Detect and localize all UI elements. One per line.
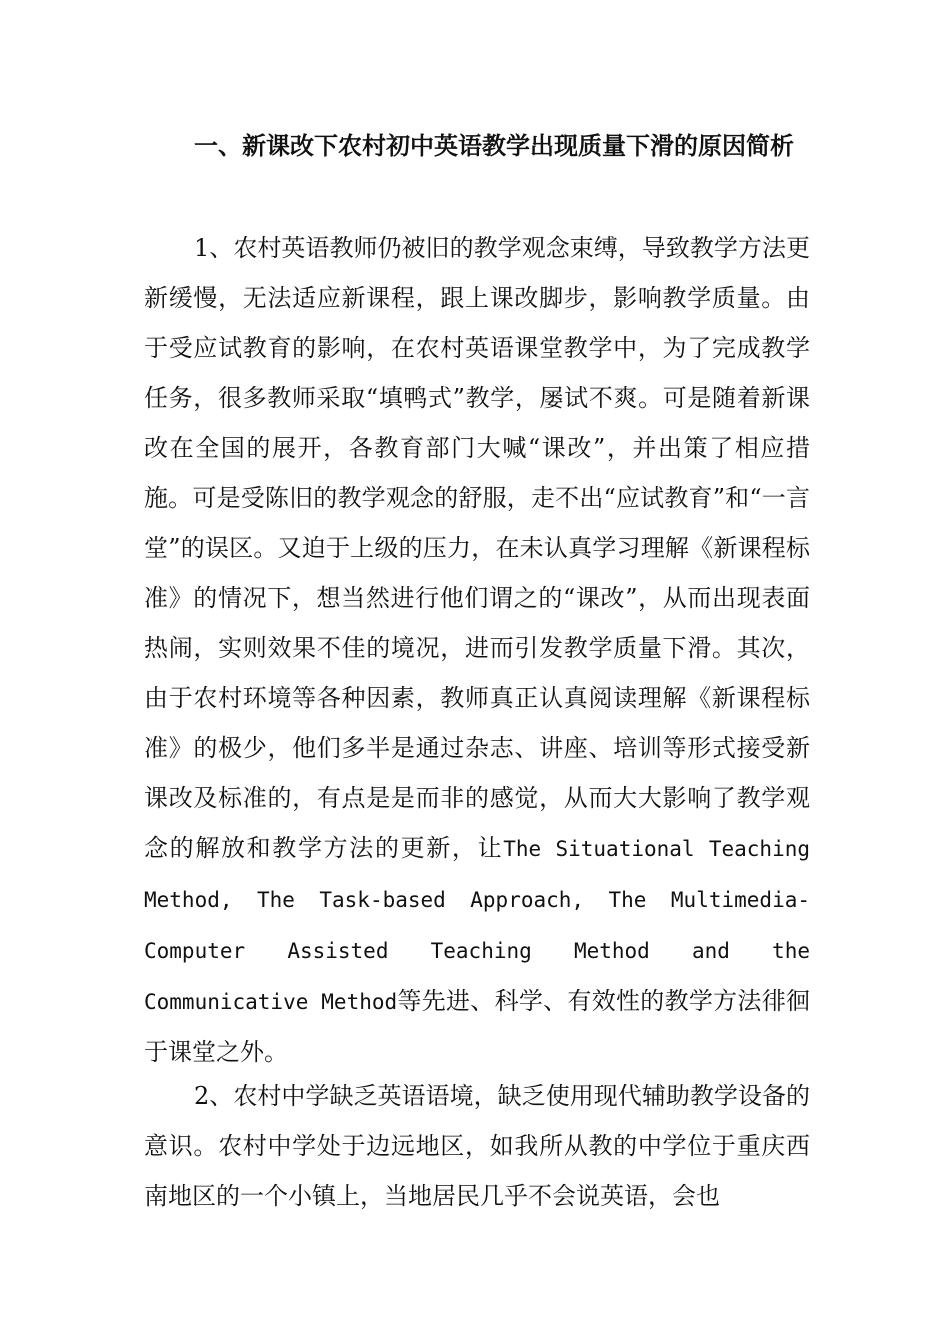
paragraph-1-text-after: 等先进、科学、有效性的教学方法徘徊于课堂之外。 <box>144 987 810 1066</box>
english-teaching-methods: The Situational Teaching Method, The Task-based Approach, The Multimedia-Computer Assisted Teaching Method and the Communicative Method <box>144 837 811 1014</box>
paragraph-1 <box>144 223 810 1077</box>
paragraph-1-text-before: 1、农村英语教师仍被旧的教学观念束缚，导致教学方法更新缓慢，无法适应新课程，跟上课改脚步，影响教学质量。由于受应试教育的影响，在农村英语课堂教学中，为了完成教学任务，很多教师采取“填鸭式”教学，屡试不爽。可是随着新课改在全国的展开，各教育部门大喊“课改”，并出策了相应措施。可是受陈旧的教学观念的舒服，走不出“应试教育”和“一言堂”的误区。又迫于上级的压力，在未认真学习理解《新课程标准》的情况下，想当然进行他们谓之的“课改”，从而出现表面热闹，实则效果不佳的境况，进而引发教学质量下滑。其次，由于农村环境等各种因素，教师真正认真阅读理解《新课程标准》的极少，他们多半是通过杂志、讲座、培训等形式接受新课改及标准的，有点是是而非的感觉，从而大大影响了教学观念的解放和教学方法的更新，让 <box>144 234 810 862</box>
paragraph-2: 2、农村中学缺乏英语语境，缺乏使用现代辅助教学设备的意识。农村中学处于边远地区，如我所从教的中学位于重庆西南地区的一个小镇上，当地居民几乎不会说英语，会也 <box>144 1082 810 1210</box>
section-heading: 一、新课改下农村初中英语教学出现质量下滑的原因简析 <box>194 132 794 160</box>
